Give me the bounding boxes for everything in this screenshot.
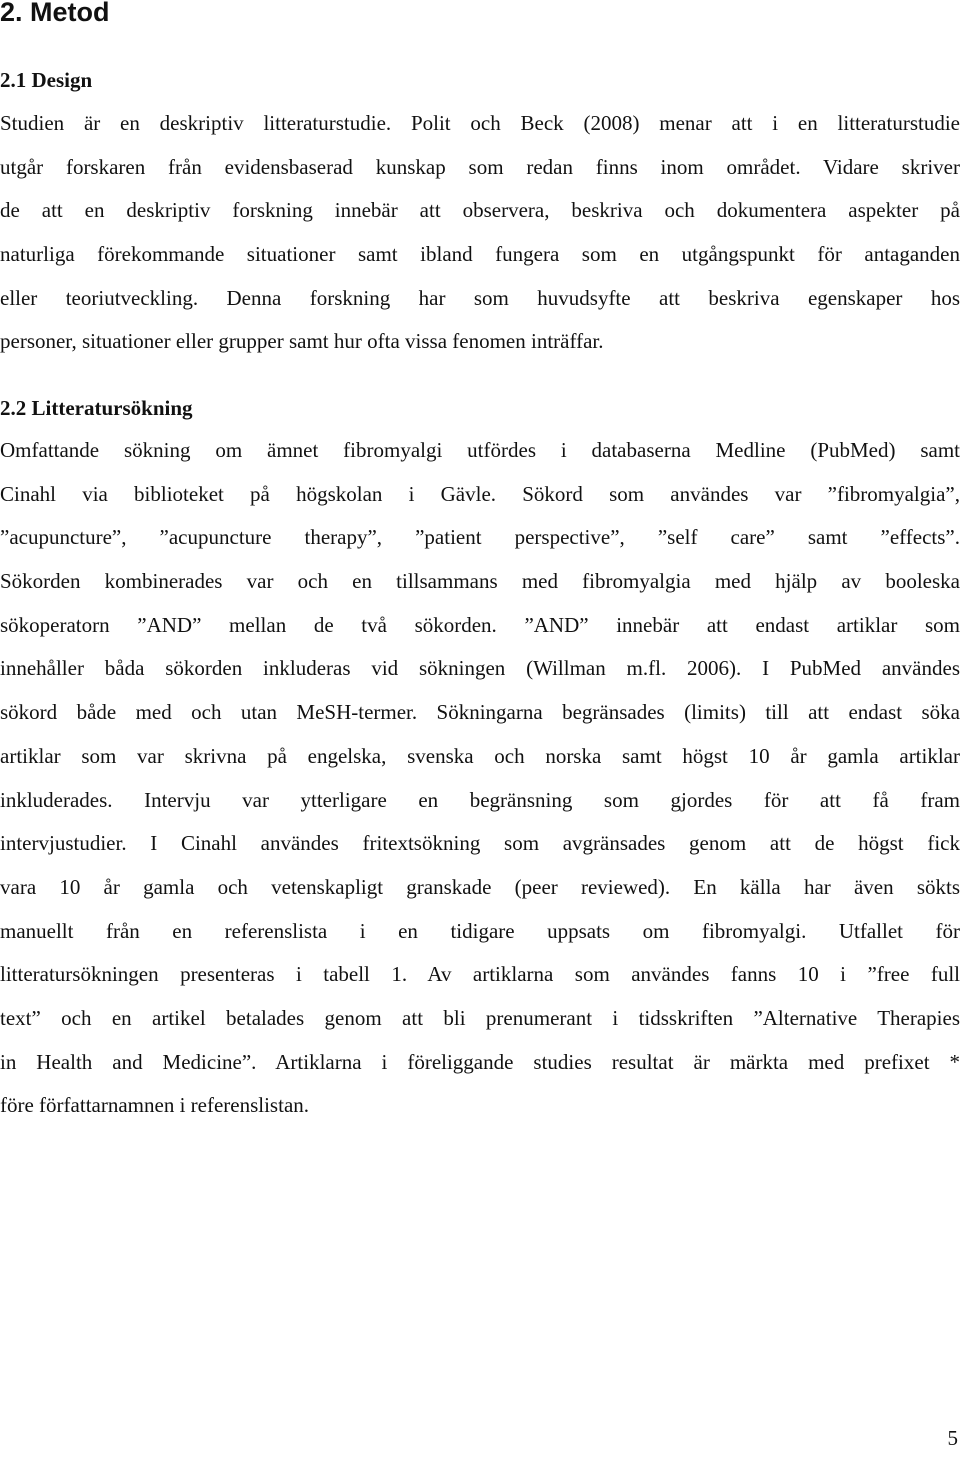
text-line: Cinahl via biblioteket på högskolan i Gävle. Sökord som användes var ”fibromyalgia”, [0, 481, 960, 506]
text-line: artiklar som var skrivna på engelska, svenska och norska samt högst 10 år gamla artiklar [0, 743, 960, 768]
section-title-design: 2.1 Design [0, 68, 93, 92]
text-line: naturliga förekommande situationer samt ibland fungera som en utgångspunkt för antaganden [0, 242, 960, 267]
text-line: vara 10 år gamla och vetenskapligt granskade (peer reviewed). En källa har även sökts [0, 874, 960, 899]
text-line: de att en deskriptiv forskning innebär att observera, beskriva och dokumentera aspekter på [0, 198, 960, 223]
section-title-litteratursokning: 2.2 Litteratursökning [0, 396, 193, 420]
text-line: ”acupuncture”, ”acupuncture therapy”, ”patient perspective”, ”self care” samt ”effects”. [0, 525, 960, 550]
section-body-litteratursokning [0, 429, 960, 1128]
text-line: Omfattande sökning om ämnet fibromyalgi utfördes i databaserna Medline (PubMed) samt [0, 438, 960, 462]
text-line: eller teoriutveckling. Denna forskning har som huvudsyfte att beskriva egenskaper hos [0, 285, 960, 310]
text-line: litteratursökningen presenteras i tabell 1. Av artiklarna som användes fanns 10 i ”free full [0, 962, 960, 987]
section-body-design [0, 102, 960, 364]
text-line: manuellt från en referenslista i en tidigare uppsats om fibromyalgi. Utfallet för [0, 918, 960, 943]
text-line: personer, situationer eller grupper samt hur ofta vissa fenomen inträffar. [0, 329, 604, 354]
text-line: sökord både med och utan MeSH-termer. Sökningarna begränsades (limits) till att endast söka [0, 700, 960, 725]
text-line: utgår forskaren från evidensbaserad kunskap som redan finns inom området. Vidare skriver [0, 154, 960, 179]
text-line: text” och en artikel betalades genom att bli prenumerant i tidsskriften ”Alternative Therapies [0, 1005, 960, 1030]
text-line: Sökorden kombinerades var och en tillsammans med fibromyalgia med hjälp av booleska [0, 569, 960, 594]
text-line: Studien är en deskriptiv litteraturstudie. Polit och Beck (2008) menar att i en litteraturstudie [0, 111, 960, 135]
text-line: in Health and Medicine”. Artiklarna i föreliggande studies resultat är märkta med prefixet * [0, 1049, 960, 1074]
text-line: innehåller båda sökorden inkluderas vid sökningen (Willman m.fl. 2006). I PubMed användes [0, 656, 960, 681]
text-line: inkluderades. Intervju var ytterligare en begränsning som gjordes för att få fram [0, 787, 960, 812]
page-number: 5 [947, 1426, 958, 1450]
text-line: före författarnamnen i referenslistan. [0, 1093, 310, 1118]
text-line: intervjustudier. I Cinahl användes fritextsökning som avgränsades genom att de högst fick [0, 831, 960, 856]
chapter-title: 2. Metod [0, 0, 110, 27]
text-line: sökoperatorn ”AND” mellan de två sökorden. ”AND” innebär att endast artiklar som [0, 612, 960, 637]
